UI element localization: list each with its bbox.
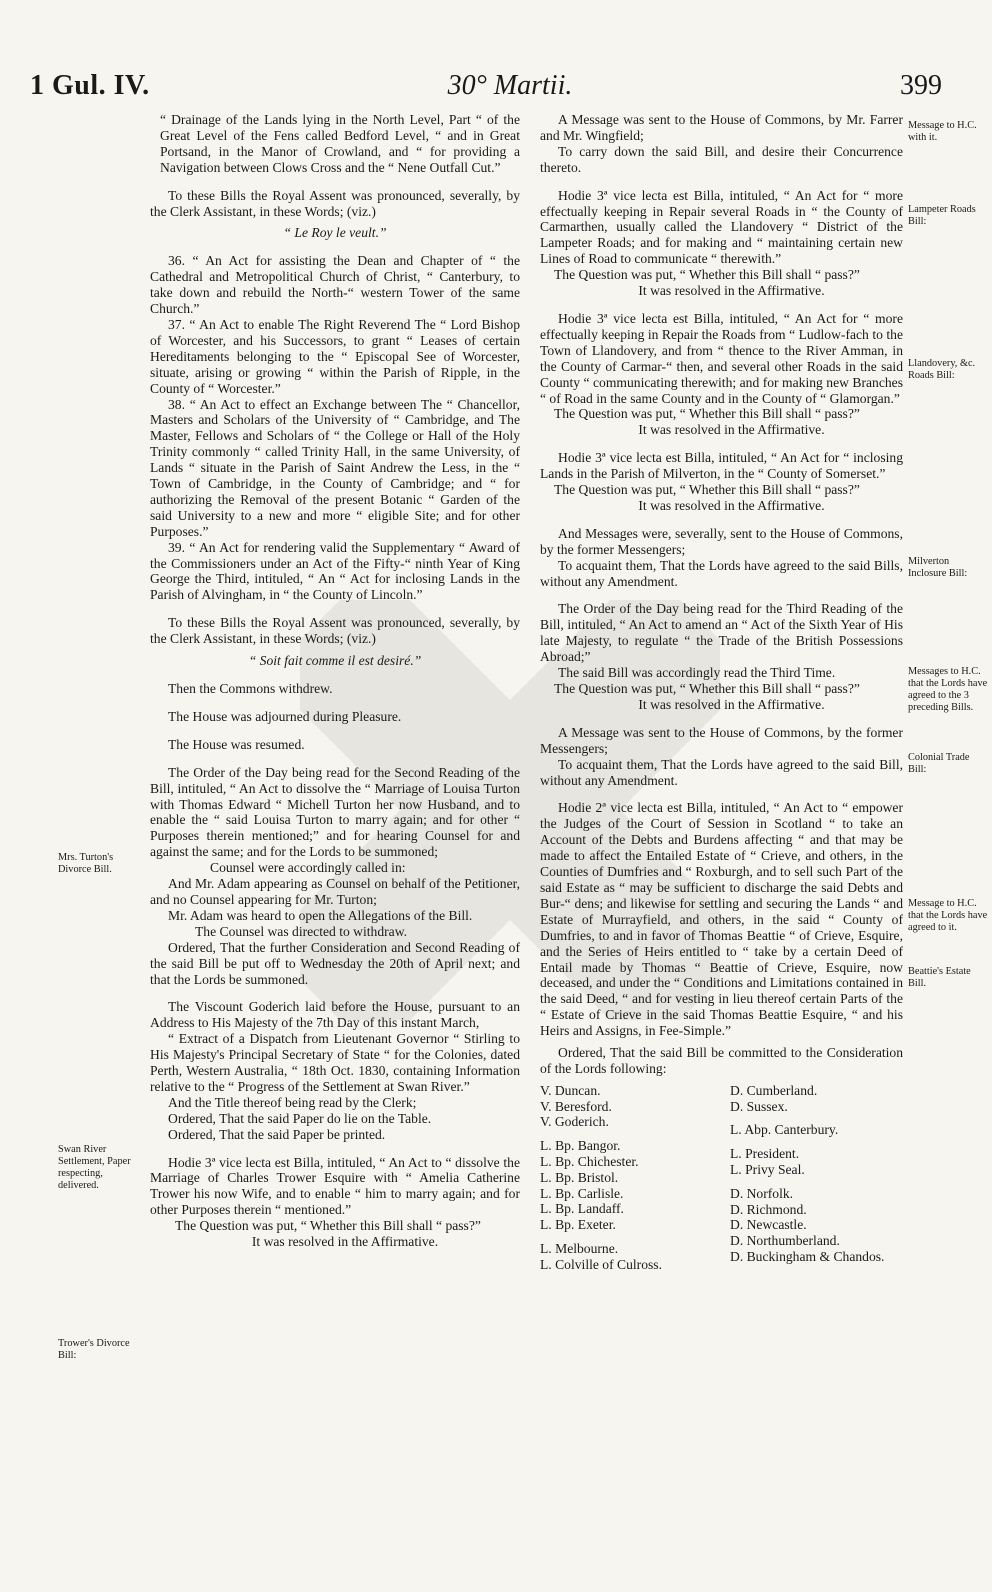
list-spacer <box>540 1130 720 1138</box>
list-spacer <box>730 1178 910 1186</box>
paragraph: Counsel were accordingly called in: <box>210 860 406 876</box>
margin-note-milverton: Milverton Inclosure Bill: <box>908 556 968 579</box>
lord-name: L. Bp. Bangor. <box>540 1138 621 1154</box>
paragraph: Hodie 3ª vice lecta est Billa, intituled, “ An Act for “ inclosing Lands in the Parish of Milverton, in the “ County of Somerset.” <box>540 450 903 482</box>
paragraph: “ Extract of a Dispatch from Lieutenant Governor “ Stirling to His Majesty's Principal Secretary of State “ for the Colonies, dated Perth, Western Australia, “ 18th Oct. 1830, containing Information relative to the “ Progress of the Settlement at Swan River.” <box>150 1031 520 1094</box>
lord-name: L. Melbourne. <box>540 1241 619 1257</box>
lord-name: L. Privy Seal. <box>730 1162 805 1178</box>
list-spacer <box>540 1233 720 1241</box>
paragraph: The House was adjourned during Pleasure. <box>168 708 402 724</box>
running-head-session: 1 Gul. IV. <box>30 70 150 101</box>
margin-note-beattie: Beattie's Estate Bill. <box>908 966 971 989</box>
lord-name: D. Sussex. <box>730 1098 788 1114</box>
margin-note-swan-river: Swan River Settlement, Paper respecting, delivered. <box>58 1144 131 1191</box>
paragraph: The Order of the Day being read for the Third Reading of the Bill, intituled, “ An Act to amend an “ Act of the Sixth Year of His late Majesty, to regulate “ the Trade of the British Possessions Abroad;” <box>540 601 903 665</box>
lord-name: V. Duncan. <box>540 1082 601 1098</box>
lord-name: V. Goderich. <box>540 1114 609 1130</box>
margin-note-message-agreed: Message to H.C. that the Lords have agreed to it. <box>908 898 988 933</box>
paragraph: The Order of the Day being read for the Second Reading of the Bill, intituled, “ An Act to dissolve the “ Marriage of Louisa Turton with Thomas Edward “ Michell Turton her now Husband, and to enable the “ said Louisa Turton to marry again; and for other “ Purposes therein mentioned;” and for hearing Counsel for and against the same; and for the Lords to be summoned; <box>150 764 520 860</box>
question: The Question was put, “ Whether this Bill shall “ pass?” <box>554 267 860 283</box>
paragraph: A Message was sent to the House of Commons, by Mr. Farrer and Mr. Wingfield; <box>540 112 903 143</box>
paragraph: “ Drainage of the Lands lying in the North Level, Part “ of the Great Level of the Fens called Bedford Level, “ and in Great Portsand, in the Manor of Crowland, and “ for providing a Navigation between Clows Cross and the “ Nene Outfall Cut.” <box>160 112 520 175</box>
paragraph: Then the Commons withdrew. <box>168 681 333 696</box>
paragraph: The House was resumed. <box>168 736 305 752</box>
paragraph: 38. “ An Act to effect an Exchange between The “ Chancellor, Masters and Scholars of the University of “ Cambridge, and The Master, Fellows and Scholars of “ the College or Hall of the Holy Trinity commonly “ called Trinity Hall, in the same University, of Lands “ situate in the Parish of Saint Andrew the Less, in the “ Town of Cambridge, in the County of Cambridge; and “ for authorizing the Removal of the present Botanic “ Garden of the said University to a new and more “ eligible Site; and for other Purposes.” <box>150 396 520 539</box>
lord-name: D. Newcastle. <box>730 1217 807 1233</box>
running-head-date: 30° Martii. <box>447 70 573 101</box>
paragraph: The Viscount Goderich laid before the House, pursuant to an Address to His Majesty of the 7th Day of this instant March, <box>150 999 520 1031</box>
resolution: It was resolved in the Affirmative. <box>638 422 825 438</box>
margin-note-turton: Mrs. Turton's Divorce Bill. <box>58 852 114 875</box>
right-column <box>540 112 903 1298</box>
paragraph: Hodie 3ª vice lecta est Billa, intituled, “ An Act for “ more effectually keeping in Repair the Roads from “ Ludlow-fach to the Town of Llandovery, and from “ thence to the River Amman, in the County of Carmar-“ then, and several other Roads in the said County “ communicating therewith; and for making new Branches “ of Road in the same County and in the County of “ Glamorgan.” <box>540 310 903 406</box>
paragraph: Hodie 3ª vice lecta est Billa, intituled, “ An Act to “ dissolve the Marriage of Charles Trower Esquire with “ Amelia Catherine Trower his now Wife, and to enable “ him to marry again; and for other Purposes therein “ mentioned.” <box>150 1154 520 1218</box>
royal-assent-formula: “ Soit fait comme il est desiré.” <box>248 653 422 669</box>
paragraph: The said Bill was accordingly read the Third Time. <box>558 665 836 681</box>
paragraph: Hodie 3ª vice lecta est Billa, intituled, “ An Act for “ more effectually keeping in Repair several Roads in “ the County of Carmarthen, usually called the Llandovery “ District of the Lampeter Roads; and for making and “ maintaining certain new Lines of Road to communicate “ therewith.” <box>540 187 903 267</box>
lord-name: L. Bp. Bristol. <box>540 1169 619 1185</box>
paragraph: And Mr. Adam appearing as Counsel on behalf of the Petitioner, and no Counsel appearing for Mr. Turton; <box>150 876 520 907</box>
question: The Question was put, “ Whether this Bill shall “ pass?” <box>175 1218 481 1234</box>
lord-name: L. Bp. Exeter. <box>540 1217 616 1233</box>
left-column <box>150 112 520 1250</box>
lord-name: L. Bp. Carlisle. <box>540 1185 624 1201</box>
committee-lords-list <box>540 1083 903 1298</box>
margin-note-llandovery: Llandovery, &c. Roads Bill: <box>908 358 976 381</box>
lord-name: V. Beresford. <box>540 1098 612 1114</box>
paragraph: Ordered, That the said Paper do lie on the Table. <box>168 1110 432 1126</box>
lord-name: L. President. <box>730 1146 800 1162</box>
resolution: It was resolved in the Affirmative. <box>251 1234 439 1250</box>
paragraph: Mr. Adam was heard to open the Allegations of the Bill. <box>168 907 473 923</box>
paragraph: To these Bills the Royal Assent was pronounced, severally, by the Clerk Assistant, in these Words; (viz.) <box>150 615 520 647</box>
lord-name: D. Northumberland. <box>730 1233 840 1249</box>
paragraph: 37. “ An Act to enable The Right Reverend The “ Lord Bishop of Worcester, and his Successors, to grant “ Leases of certain Hereditaments belonging to the “ Episcopal See of Worcester, situate, arising or growing “ within the Parish of Ripple, in the County of “ Worcester.” <box>150 316 520 396</box>
royal-assent-formula: “ Le Roy le veult.” <box>283 225 387 241</box>
lord-name: L. Bp. Chichester. <box>540 1154 639 1170</box>
list-spacer <box>730 1138 910 1146</box>
margin-note-colonial-trade: Colonial Trade Bill: <box>908 752 970 775</box>
page-number: 399 <box>900 70 942 101</box>
question: The Question was put, “ Whether this Bill shall “ pass?” <box>554 406 860 422</box>
lord-name: L. Abp. Canterbury. <box>730 1122 839 1138</box>
paragraph: The Counsel was directed to withdraw. <box>195 923 408 939</box>
question: The Question was put, “ Whether this Bill shall “ pass?” <box>554 681 860 696</box>
margin-note-messages: Messages to H.C. that the Lords have agreed to the 3 preceding Bills. <box>908 666 988 713</box>
paragraph: Ordered, That the said Paper be printed. <box>168 1126 386 1142</box>
paragraph: To carry down the said Bill, and desire their Concurrence thereto. <box>540 143 903 175</box>
paragraph: To acquaint them, That the Lords have agreed to the said Bills, without any Amendment. <box>540 557 903 589</box>
margin-note-message: Message to H.C. with it. <box>908 120 977 143</box>
lord-name: D. Cumberland. <box>730 1082 818 1098</box>
paragraph: Ordered, That the further Consideration and Second Reading of the said Bill be put off to Wednesday the 20th of April next; and that the Lords be summoned. <box>150 939 520 987</box>
paragraph: Hodie 2ª vice lecta est Billa, intituled, “ An Act to “ empower the Judges of the Court of Session in Scotland “ to take an Account of the Debts and Burdens affecting “ and that may be made to affect the Entailed Estate of “ Crieve, and others, in the Counties of Dumfries and “ Roxburgh, and to sell such Part of the said Estate as “ may be sufficient to discharge the said Debts and Bur-“ dens; and likewise for settling and securing the Lands “ and Estate of Murrayfield, and others, in the said “ County of Dumfries, to and in favor of Thomas Beattie “ of Crieve, Esquire, and the Series of Heirs entitled to “ take by a certain Deed of Entail made by Thomas “ Beattie of Crieve, Esquire, now deceased, and under the “ Conditions and Limitations contained in the said Deed, “ and for vesting in lieu thereof certain Parts of the “ Estate of Crieve in the said Thomas Beattie Esquire, “ and his Heirs and Assigns, in Fee-Simple.” <box>540 800 903 1039</box>
paragraph: To acquaint them, That the Lords have agreed to the said Bill, without any Amendment. <box>540 756 903 788</box>
question: The Question was put, “ Whether this Bill shall “ pass?” <box>554 482 860 498</box>
paragraph: And the Title thereof being read by the Clerk; <box>168 1094 417 1110</box>
margin-note-lampeter: Lampeter Roads Bill: <box>908 204 976 227</box>
paragraph: Ordered, That the said Bill be committed to the Consideration of the Lords following: <box>540 1045 903 1076</box>
lords-list-column <box>730 1083 910 1265</box>
lord-name: D. Richmond. <box>730 1201 807 1217</box>
paragraph: 39. “ An Act for rendering valid the Supplementary “ Award of the Commissioners under an Act of the Fifty-“ ninth Year of King George the Third, intituled, “ An “ Act for inclosing Lands in the Parish of Alvingham, in “ the County of Lincoln.” <box>150 539 520 603</box>
paragraph: And Messages were, severally, sent to the House of Commons, by the former Messengers; <box>540 525 903 557</box>
lord-name: L. Colville of Culross. <box>540 1256 662 1272</box>
paragraph: A Message was sent to the House of Commons, by the former Messengers; <box>540 724 903 756</box>
paragraph: To these Bills the Royal Assent was pronounced, severally, by the Clerk Assistant, in these Words; (viz.) <box>150 187 520 219</box>
list-spacer <box>730 1114 910 1122</box>
resolution: It was resolved in the Affirmative. <box>638 696 825 712</box>
resolution: It was resolved in the Affirmative. <box>638 497 825 513</box>
lords-list-column <box>540 1083 720 1273</box>
lord-name: L. Bp. Landaff. <box>540 1201 624 1217</box>
margin-note-trower: Trower's Divorce Bill: <box>58 1338 130 1361</box>
resolution: It was resolved in the Affirmative. <box>638 283 825 299</box>
paragraph: 36. “ An Act for assisting the Dean and Chapter of “ the Cathedral and Metropolitical Church of Christ, “ Canterbury, to take down and rebuild the North-“ western Tower of the same Church.” <box>150 253 520 317</box>
lord-name: D. Buckingham & Chandos. <box>730 1249 885 1265</box>
lord-name: D. Norfolk. <box>730 1185 794 1201</box>
